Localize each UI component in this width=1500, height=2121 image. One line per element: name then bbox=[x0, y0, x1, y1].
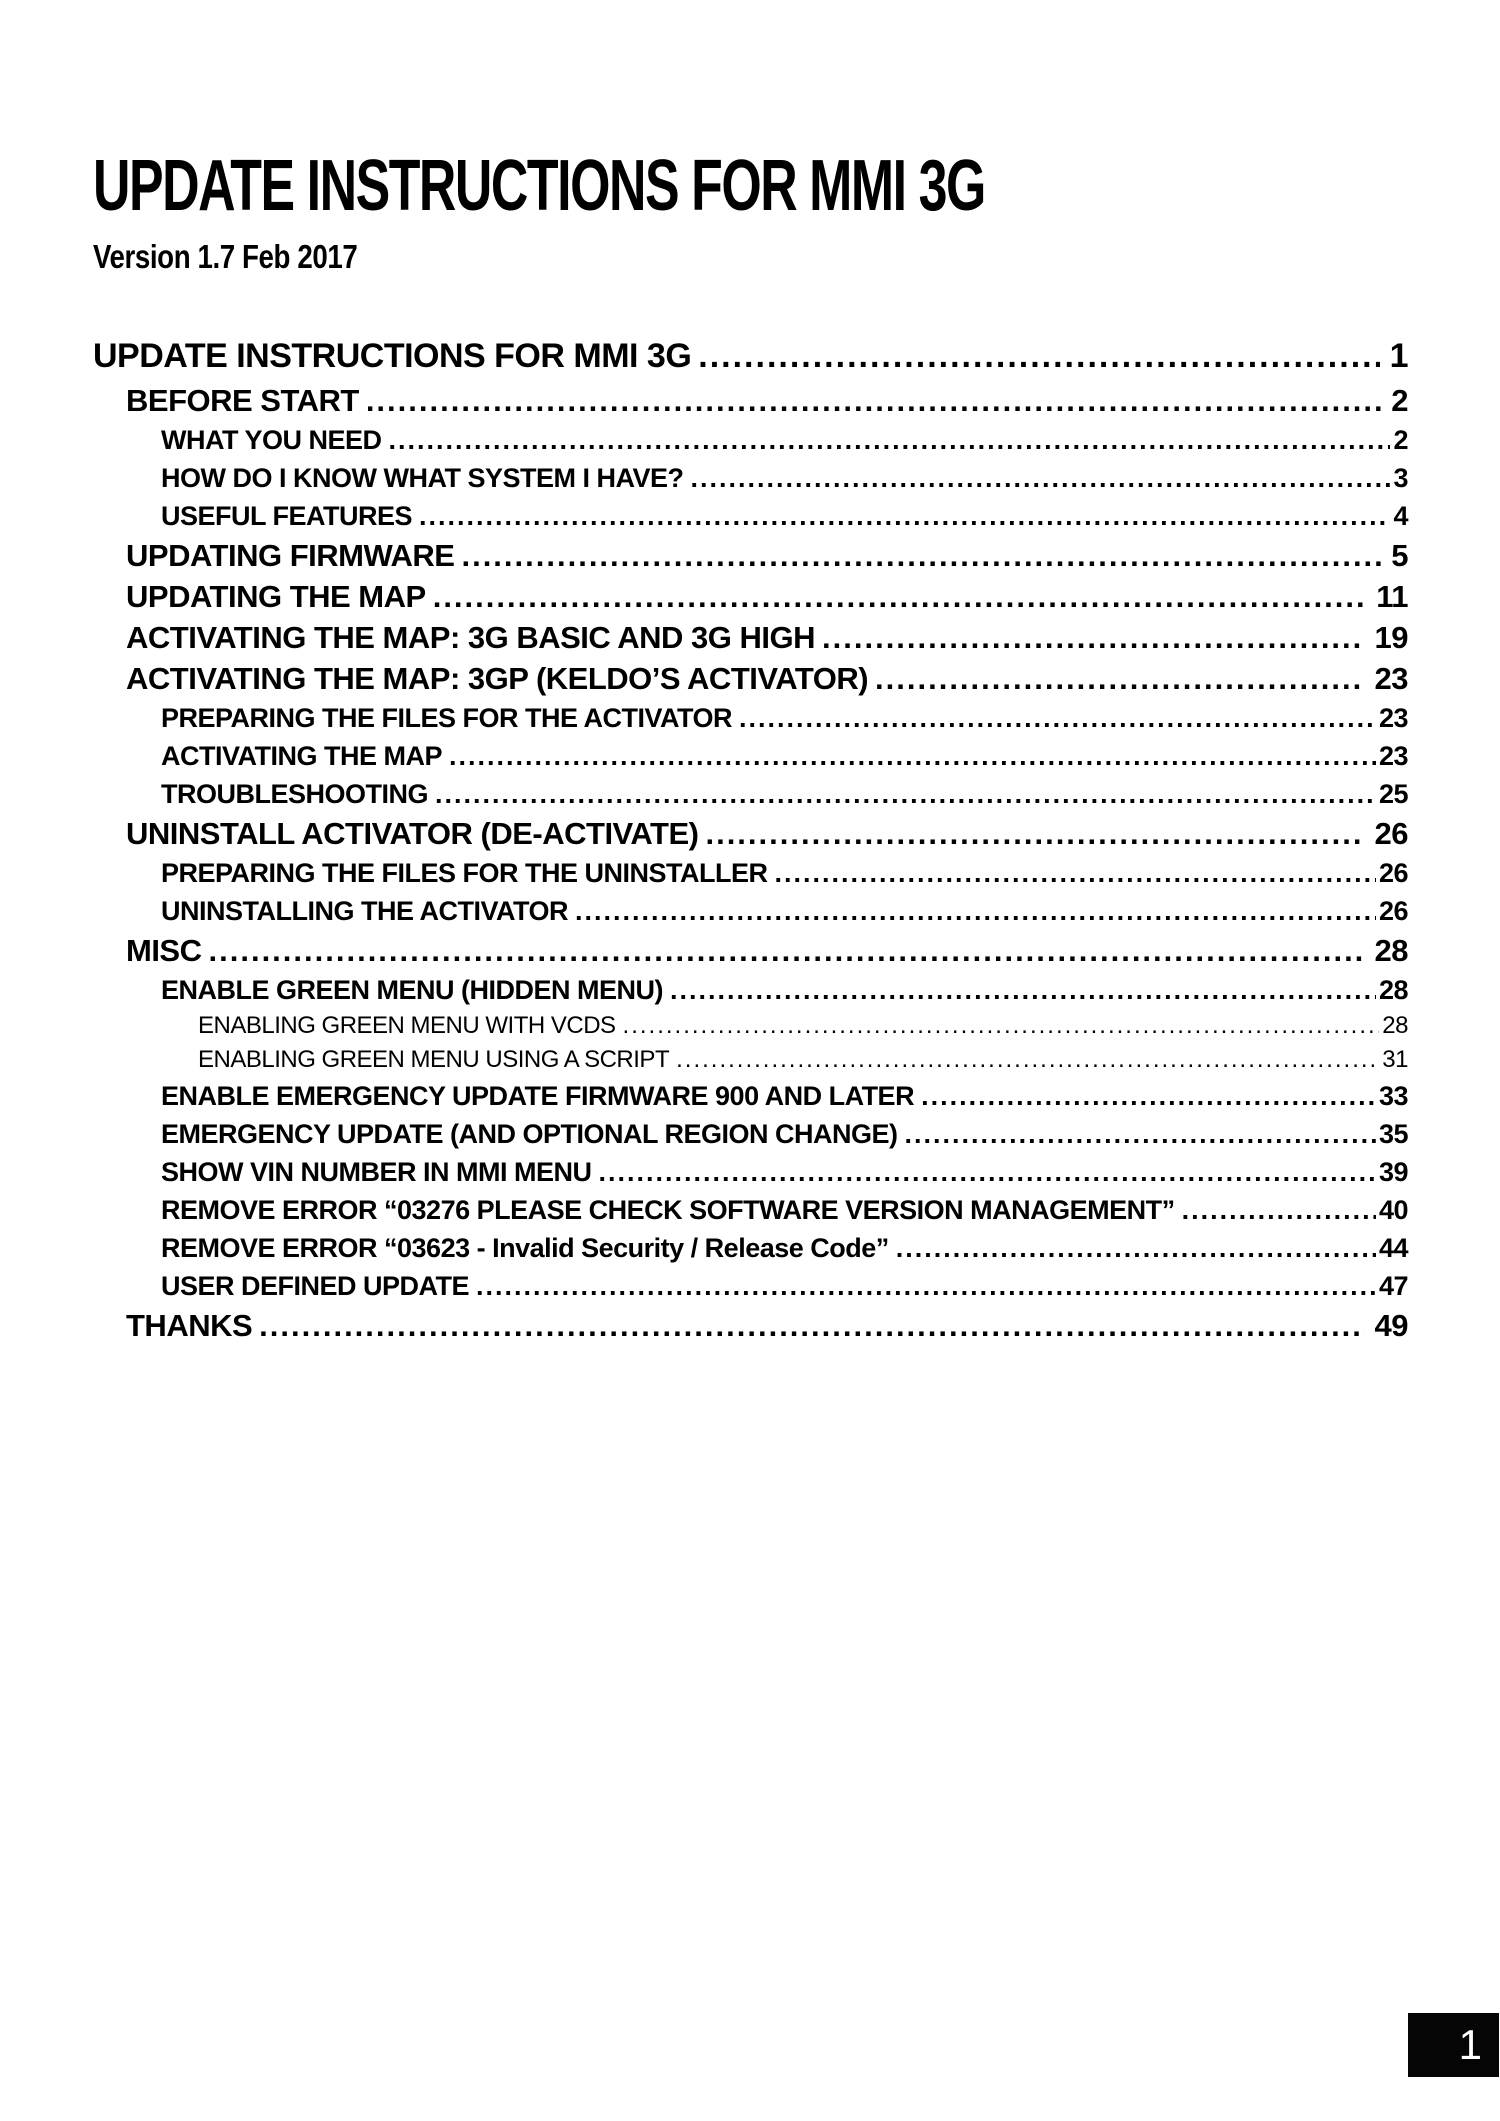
footer-page-number: 1 bbox=[1458, 2021, 1482, 2068]
toc-entry-page: 44 bbox=[1378, 1232, 1408, 1263]
toc-entry bbox=[93, 1191, 1408, 1229]
toc-entry-page: 40 bbox=[1378, 1194, 1408, 1225]
toc-dot-leader bbox=[691, 332, 1379, 380]
toc-entry-page: 23 bbox=[1378, 740, 1408, 771]
toc-entry-label: USEFUL FEATURES bbox=[161, 500, 413, 531]
toc-entry bbox=[93, 854, 1408, 892]
toc-dot-leader bbox=[698, 813, 1364, 854]
footer-page-box bbox=[1408, 2013, 1499, 2077]
toc-entry-label: UPDATING THE MAP bbox=[126, 578, 426, 614]
toc-entry bbox=[93, 930, 1408, 971]
toc-entry bbox=[93, 1043, 1408, 1077]
toc-entry bbox=[93, 497, 1408, 535]
toc-entry bbox=[93, 971, 1408, 1009]
toc-dot-leader bbox=[252, 1305, 1364, 1346]
toc-entry-page: 49 bbox=[1374, 1307, 1408, 1343]
toc-entry-label: UPDATE INSTRUCTIONS FOR MMI 3G bbox=[93, 336, 692, 375]
toc-entry-label: ENABLING GREEN MENU USING A SCRIPT bbox=[198, 1045, 670, 1073]
toc-entry-page: 23 bbox=[1378, 702, 1408, 733]
toc-entry-page: 26 bbox=[1378, 895, 1408, 926]
toc-entry-label: BEFORE START bbox=[126, 382, 359, 418]
toc-entry bbox=[93, 658, 1408, 699]
toc-entry bbox=[93, 813, 1408, 854]
toc-entry-label: PREPARING THE FILES FOR THE ACTIVATOR bbox=[161, 702, 733, 733]
toc-entry-label: ENABLE GREEN MENU (HIDDEN MENU) bbox=[161, 974, 664, 1005]
toc-entry-page: 26 bbox=[1374, 815, 1408, 851]
toc-entry-label: REMOVE ERROR “03276 PLEASE CHECK SOFTWARE VERSION MANAGEMENT” bbox=[161, 1194, 1175, 1225]
toc-dot-leader bbox=[683, 459, 1390, 497]
toc-entry bbox=[93, 380, 1408, 421]
toc-entry bbox=[93, 1267, 1408, 1305]
toc-entry bbox=[93, 576, 1408, 617]
toc-entry-label: ACTIVATING THE MAP: 3G BASIC AND 3G HIGH bbox=[126, 619, 816, 655]
toc-entry bbox=[93, 332, 1408, 380]
toc-dot-leader bbox=[428, 775, 1376, 813]
toc-entry-page: 4 bbox=[1393, 500, 1408, 531]
toc-entry bbox=[93, 737, 1408, 775]
toc-entry-label: USER DEFINED UPDATE bbox=[161, 1270, 470, 1301]
toc-entry-label: TROUBLESHOOTING bbox=[161, 778, 428, 809]
toc-entry-page: 39 bbox=[1378, 1156, 1408, 1187]
toc-dot-leader bbox=[914, 1077, 1376, 1115]
toc-dot-leader bbox=[568, 892, 1376, 930]
toc-entry bbox=[93, 535, 1408, 576]
toc-dot-leader bbox=[616, 1009, 1380, 1043]
toc-entry-label: REMOVE ERROR “03623 - Invalid Security / Release Code” bbox=[161, 1232, 889, 1263]
toc-dot-leader bbox=[889, 1229, 1376, 1267]
toc-entry bbox=[93, 892, 1408, 930]
toc-entry bbox=[93, 1077, 1408, 1115]
toc-entry-page: 35 bbox=[1378, 1118, 1408, 1149]
toc-dot-leader bbox=[469, 1267, 1376, 1305]
toc-entry-label: ENABLE EMERGENCY UPDATE FIRMWARE 900 AND LATER bbox=[161, 1080, 915, 1111]
toc-entry-page: 23 bbox=[1374, 660, 1408, 696]
toc-entry bbox=[93, 1153, 1408, 1191]
toc-entry-page: 2 bbox=[1393, 424, 1408, 455]
page-title: UPDATE INSTRUCTIONS FOR MMI 3G bbox=[93, 146, 985, 226]
toc-entry-page: 5 bbox=[1391, 537, 1408, 573]
table-of-contents bbox=[93, 332, 1408, 1346]
toc-entry-label: SHOW VIN NUMBER IN MMI MENU bbox=[161, 1156, 592, 1187]
toc-entry bbox=[93, 1305, 1408, 1346]
toc-entry-page: 19 bbox=[1374, 619, 1408, 655]
toc-entry-page: 26 bbox=[1378, 857, 1408, 888]
toc-dot-leader bbox=[868, 658, 1364, 699]
toc-entry-page: 1 bbox=[1389, 336, 1408, 375]
toc-entry bbox=[93, 1009, 1408, 1043]
toc-dot-leader bbox=[669, 1043, 1379, 1077]
toc-entry-page: 33 bbox=[1378, 1080, 1408, 1111]
toc-entry bbox=[93, 421, 1408, 459]
toc-entry-label: ACTIVATING THE MAP bbox=[161, 740, 442, 771]
toc-dot-leader bbox=[359, 380, 1381, 421]
toc-entry-page: 28 bbox=[1378, 974, 1408, 1005]
toc-entry bbox=[93, 617, 1408, 658]
toc-entry bbox=[93, 459, 1408, 497]
toc-entry-page: 28 bbox=[1382, 1011, 1408, 1039]
toc-entry-page: 3 bbox=[1393, 462, 1408, 493]
toc-dot-leader bbox=[663, 971, 1376, 1009]
toc-entry-label: THANKS bbox=[126, 1307, 253, 1343]
toc-entry bbox=[93, 775, 1408, 813]
toc-dot-leader bbox=[442, 737, 1376, 775]
toc-entry-page: 2 bbox=[1391, 382, 1408, 418]
toc-dot-leader bbox=[412, 497, 1390, 535]
toc-dot-leader bbox=[591, 1153, 1375, 1191]
toc-entry-label: ENABLING GREEN MENU WITH VCDS bbox=[198, 1011, 616, 1039]
toc-dot-leader bbox=[454, 535, 1381, 576]
toc-dot-leader bbox=[382, 421, 1391, 459]
toc-entry bbox=[93, 1229, 1408, 1267]
toc-dot-leader bbox=[202, 930, 1365, 971]
toc-entry-label: PREPARING THE FILES FOR THE UNINSTALLER bbox=[161, 857, 768, 888]
toc-dot-leader bbox=[815, 617, 1365, 658]
toc-entry-label: MISC bbox=[126, 932, 202, 968]
toc-entry-label: HOW DO I KNOW WHAT SYSTEM I HAVE? bbox=[161, 462, 684, 493]
version-subtitle: Version 1.7 Feb 2017 bbox=[93, 238, 358, 275]
toc-entry-page: 11 bbox=[1376, 578, 1408, 614]
toc-dot-leader bbox=[1175, 1191, 1376, 1229]
toc-entry bbox=[93, 1115, 1408, 1153]
toc-entry-label: EMERGENCY UPDATE (AND OPTIONAL REGION CHANGE) bbox=[161, 1118, 898, 1149]
toc-entry-page: 25 bbox=[1378, 778, 1408, 809]
toc-entry-label: WHAT YOU NEED bbox=[161, 424, 382, 455]
toc-dot-leader bbox=[426, 576, 1367, 617]
toc-entry-label: ACTIVATING THE MAP: 3GP (KELDO’S ACTIVATOR) bbox=[126, 660, 869, 696]
toc-entry-label: UNINSTALLING THE ACTIVATOR bbox=[161, 895, 568, 926]
toc-entry-page: 47 bbox=[1378, 1270, 1408, 1301]
toc-entry bbox=[93, 699, 1408, 737]
toc-entry-label: UNINSTALL ACTIVATOR (DE-ACTIVATE) bbox=[126, 815, 699, 851]
toc-dot-leader bbox=[732, 699, 1376, 737]
toc-dot-leader bbox=[768, 854, 1376, 892]
toc-dot-leader bbox=[898, 1115, 1376, 1153]
toc-entry-page: 28 bbox=[1374, 932, 1408, 968]
toc-entry-page: 31 bbox=[1382, 1045, 1408, 1073]
toc-entry-label: UPDATING FIRMWARE bbox=[126, 537, 455, 573]
